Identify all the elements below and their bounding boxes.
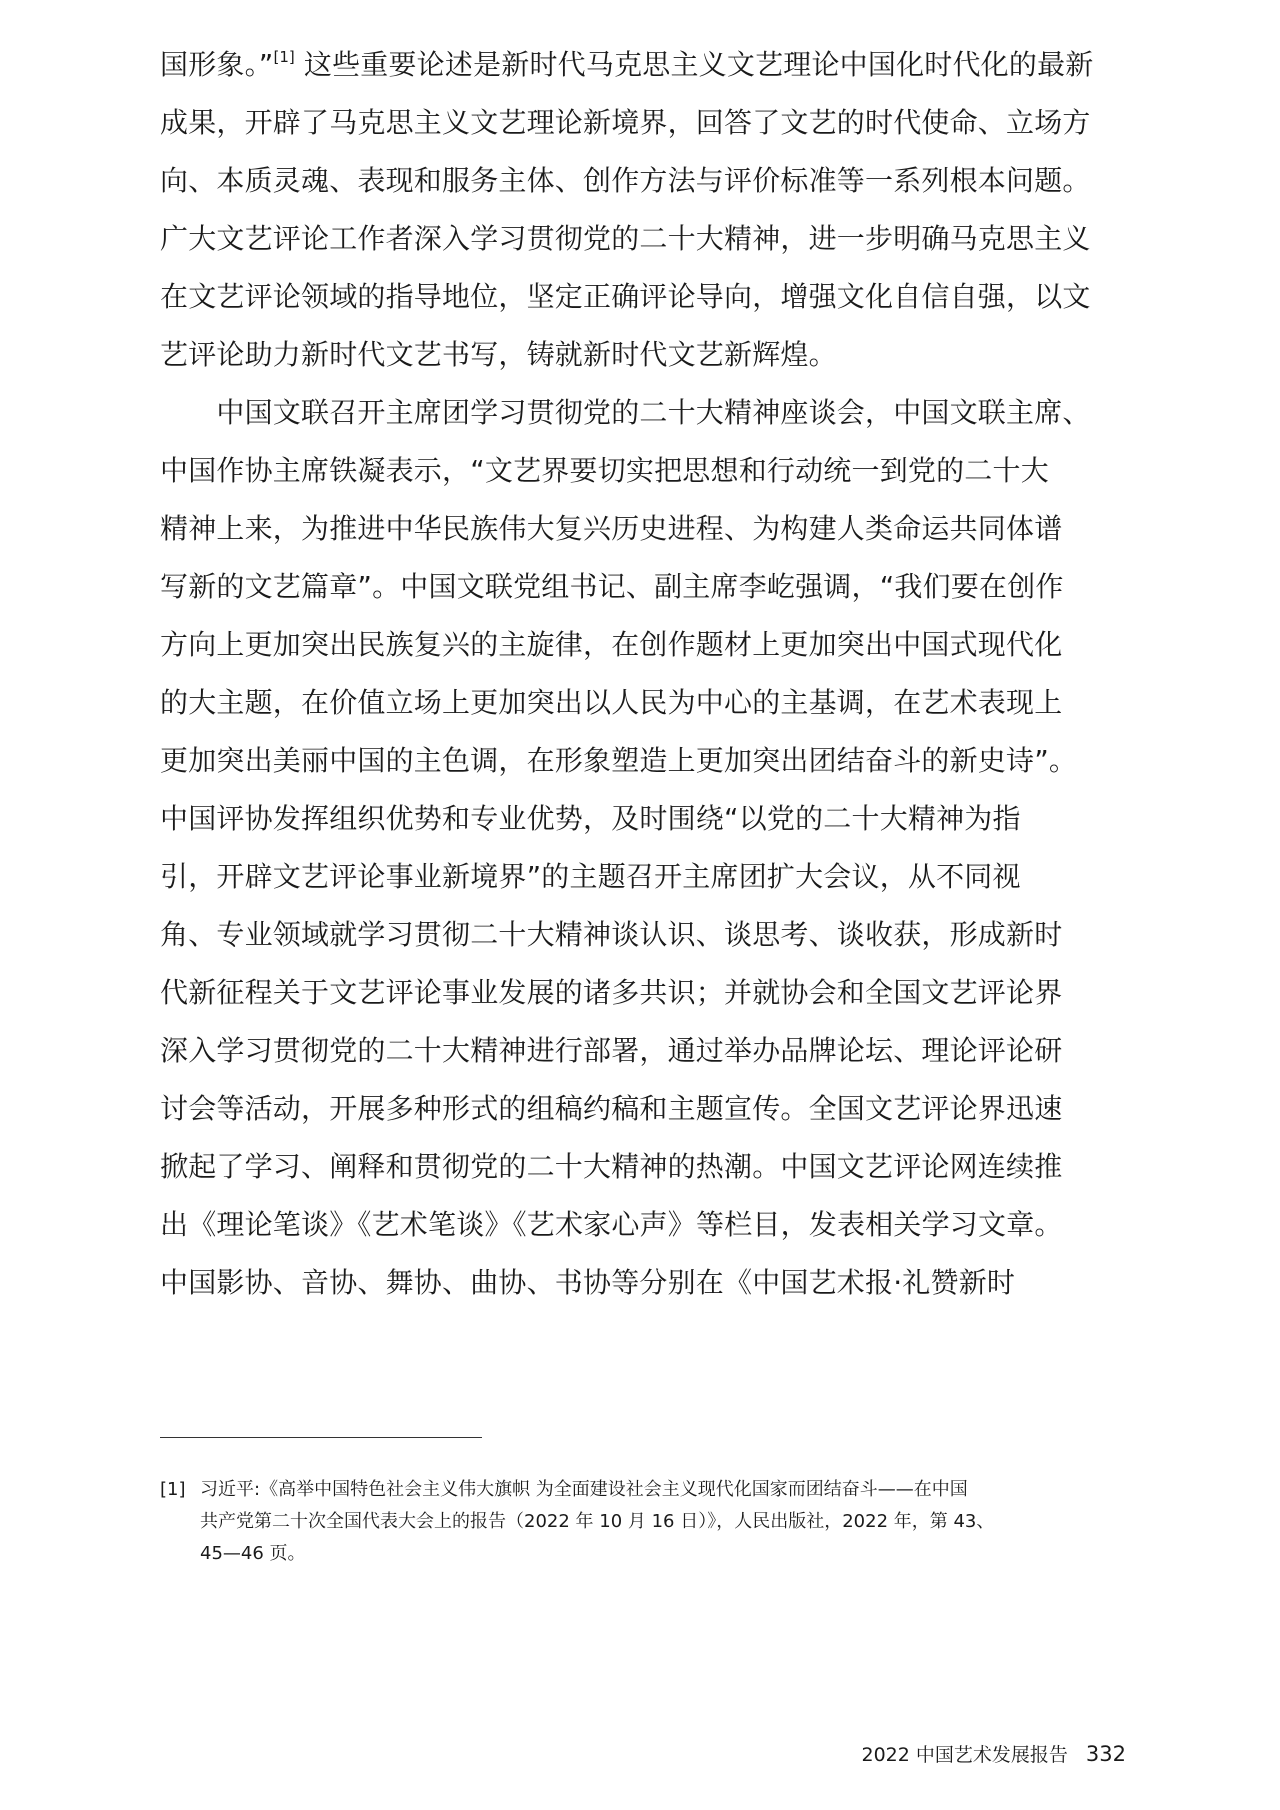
text-line-5: 在文艺评论领域的指导地位，坚定正确评论导向，增强文化自信自强，以文 bbox=[160, 280, 1091, 313]
text-line-16: 角、专业领域就学习贯彻二十大精神谈认识、谈思考、谈收获，形成新时 bbox=[160, 918, 1063, 951]
text-line-9: 精神上来，为推进中华民族伟大复兴历史进程、为构建人类命运共同体谱 bbox=[160, 512, 1063, 545]
text-line-15: 引，开辟文艺评论事业新境界”的主题召开主席团扩大会议，从不同视 bbox=[160, 860, 1021, 893]
text-line-21: 出《理论笔谈》《艺术笔谈》《艺术家心声》等栏目，发表相关学习文章。 bbox=[160, 1208, 1063, 1241]
body-text bbox=[160, 36, 1120, 1312]
text-line-17: 代新征程关于文艺评论事业发展的诸多共识；并就协会和全国文艺评论界 bbox=[160, 976, 1063, 1009]
text-line-8: 中国作协主席铁凝表示，“文艺界要切实把思想和行动统一到党的二十大 bbox=[160, 454, 1049, 487]
text-line-18: 深入学习贯彻党的二十大精神进行部署，通过举办品牌论坛、理论评论研 bbox=[160, 1034, 1063, 1067]
footnote-line-2: 共产党第二十次全国代表大会上的报告（2022 年 10 月 16 日）》，人民出版社，2022 年，第 43、 bbox=[200, 1511, 995, 1532]
text-line-2: 成果，开辟了马克思主义文艺理论新境界，回答了文艺的时代使命、立场方 bbox=[160, 106, 1091, 139]
text-line-14: 中国评协发挥组织优势和专业优势，及时围绕“以党的二十大精神为指 bbox=[160, 802, 1021, 835]
footnote-reference[interactable]: [1] bbox=[273, 48, 295, 66]
text-line-13: 更加突出美丽中国的主色调，在形象塑造上更加突出团结奋斗的新史诗”。 bbox=[160, 744, 1078, 777]
text-line-10: 写新的文艺篇章”。中国文联党组书记、副主席李屹强调，“我们要在创作 bbox=[160, 570, 1064, 603]
footnote-divider bbox=[160, 1437, 482, 1438]
text-line-4: 广大文艺评论工作者深入学习贯彻党的二十大精神，进一步明确马克思主义 bbox=[160, 222, 1091, 255]
footnote-marker: [1] bbox=[160, 1479, 186, 1500]
footnote-line-1: [1] 习近平:《高举中国特色社会主义伟大旗帜 为全面建设社会主义现代化国家而团结奋斗——在中国 bbox=[160, 1474, 1120, 1506]
text-line-7: 中国文联召开主席团学习贯彻党的二十大精神座谈会，中国文联主席、 bbox=[160, 396, 1091, 429]
text-line-19: 讨会等活动，开展多种形式的组稿约稿和主题宣传。全国文艺评论界迅速 bbox=[160, 1092, 1063, 1125]
footnote-line-3: 45—46 页。 bbox=[200, 1543, 306, 1564]
text-line-12: 的大主题，在价值立场上更加突出以人民为中心的主基调，在艺术表现上 bbox=[160, 686, 1063, 719]
text-line-3: 向、本质灵魂、表现和服务主体、创作方法与评价标准等一系列根本问题。 bbox=[160, 164, 1091, 197]
text-line-11: 方向上更加突出民族复兴的主旋律，在创作题材上更加突出中国式现代化 bbox=[160, 628, 1063, 661]
text-line-6: 艺评论助力新时代文艺书写，铸就新时代文艺新辉煌。 bbox=[160, 338, 837, 371]
text-line-22: 中国影协、音协、舞协、曲协、书协等分别在《中国艺术报·礼赞新时 bbox=[160, 1266, 1016, 1299]
page-footer bbox=[862, 1740, 1127, 1769]
running-title: 2022 中国艺术发展报告 bbox=[861, 1744, 1068, 1766]
text-line-20: 掀起了学习、阐释和贯彻党的二十大精神的热潮。中国文艺评论网连续推 bbox=[160, 1150, 1063, 1183]
footnote bbox=[160, 1474, 1120, 1570]
text-line-1: 国形象。”[1] 这些重要论述是新时代马克思主义文艺理论中国化时代化的最新 bbox=[160, 48, 1094, 81]
page-number: 332 bbox=[1085, 1742, 1126, 1766]
